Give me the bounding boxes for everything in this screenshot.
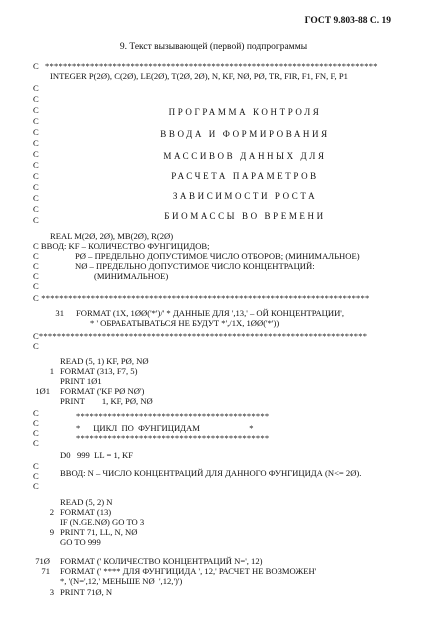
comment-marker: C xyxy=(33,149,39,159)
comment-marker: C xyxy=(33,204,39,214)
box-rule-bottom: ******************************************* xyxy=(76,433,270,443)
read-n-statement: READ (5, 2) N xyxy=(60,497,113,507)
comment-marker: C xyxy=(33,281,39,291)
print-list-statement: PRINT 1, KF, PØ, NØ xyxy=(60,396,153,406)
title-line-3: МАССИВОВ ДАННЫХ ДЛЯ xyxy=(163,151,327,161)
comment-marker: C xyxy=(33,83,39,93)
title-line-2: ВВОДА И ФОРМИРОВАНИЯ xyxy=(160,129,330,139)
print-101-statement: PRINT 1Ø1 xyxy=(60,376,102,386)
comment-marker: C xyxy=(33,182,39,192)
statement-label-71: 71 xyxy=(41,566,50,576)
title-line-6: БИОМАССЫ ВО ВРЕМЕНИ xyxy=(164,211,326,221)
comment-marker: C xyxy=(33,94,39,104)
title-line-5: ЗАВИСИМОСТИ РОСТА xyxy=(172,191,318,201)
statement-label-9: 9 xyxy=(49,527,54,537)
comment-marker: C xyxy=(33,160,39,170)
comment-marker: C xyxy=(33,138,39,148)
comment-marker: C xyxy=(33,341,39,351)
comment-marker: C xyxy=(33,408,39,418)
box-rule-top: ******************************************* xyxy=(76,411,270,421)
read-kf-statement: READ (5, 1) KF, PØ, NØ xyxy=(60,356,149,366)
statement-label-2: 2 xyxy=(49,507,54,517)
comment-marker: C xyxy=(33,271,39,281)
input-comment-kf: C ВВОД: KF – КОЛИЧЕСТВО ФУНГИЦИДОВ; xyxy=(33,241,210,251)
format-71-line-1: FORMAT (' **** ДЛЯ ФУНГИЦИДА ', 12,' РАСЧЕТ НЕ ВОЗМОЖЕН' xyxy=(60,566,317,576)
page-header: ГОСТ 9.803-88 С. 19 xyxy=(304,16,391,26)
input-n-comment: ВВОД: N – ЧИСЛО КОНЦЕНТРАЦИЙ ДЛЯ ДАННОГО ФУНГИЦИДА (N<= 2Ø). xyxy=(60,468,362,478)
format-1-statement: FORMAT (313, F7, 5) xyxy=(60,366,138,376)
statement-label-1: 1 xyxy=(49,366,54,376)
comment-marker: C xyxy=(33,105,39,115)
comment-minimal: (МИНИМАЛЬНОЕ) xyxy=(94,271,169,281)
format-710-statement: FORMAT (' КОЛИЧЕСТВО КОНЦЕНТРАЦИЙ N=', 12) xyxy=(60,556,263,566)
statement-label-710: 71Ø xyxy=(35,556,50,566)
comment-marker: C xyxy=(33,261,39,271)
section-title: 9. Текст вызывающей (первой) подпрограммы xyxy=(119,42,308,52)
comment-marker: C xyxy=(33,471,39,481)
comment-marker: C xyxy=(33,171,39,181)
real-declaration: REAL M(2Ø, 2Ø), MB(2Ø), R(2Ø) xyxy=(50,231,174,241)
comment-marker: C xyxy=(33,127,39,137)
statement-label-101: 1Ø1 xyxy=(35,386,50,396)
star-rule-top: ************************************************************************** xyxy=(45,61,378,71)
statement-label-3: 3 xyxy=(49,587,54,597)
star-rule-mid: C ************************************************************************* xyxy=(33,293,370,303)
format-71-line-2: *, '(N=',12,' МЕНЬШЕ NØ ',12,')') xyxy=(60,576,183,586)
comment-marker: C xyxy=(33,461,39,471)
format-31-line-1: FORMAT (1X, 1ØØ('*')/' * ДАННЫЕ ДЛЯ ',13,' – ОЙ КОНЦЕНТРАЦИИ', xyxy=(76,308,344,318)
comment-marker: C xyxy=(33,438,39,448)
comment-marker: C xyxy=(33,215,39,225)
goto-999-statement: GO TO 999 xyxy=(60,537,101,547)
format-101-statement: FORMAT ('KF PØ NØ') xyxy=(60,386,145,396)
if-statement: IF (N.GE.NØ) GO TO 3 xyxy=(60,517,145,527)
comment-marker: C xyxy=(33,61,39,71)
comment-marker: C xyxy=(33,428,39,438)
do-loop-statement: D0 999 LL = 1, KF xyxy=(60,450,134,460)
title-line-1: ПРОГРАММА КОНТРОЛЯ xyxy=(168,107,322,117)
format-31-line-2: * ' ОБРАБАТЫВАТЬСЯ НЕ БУДУТ *',/1X, 1ØØ('*')) xyxy=(90,318,280,328)
comment-marker: C xyxy=(33,251,39,261)
title-line-4: РАСЧЕТА ПАРАМЕТРОВ xyxy=(171,171,319,181)
comment-n0: NØ – ПРЕДЕЛЬНО ДОПУСТИМОЕ ЧИСЛО КОНЦЕНТРАЦИЙ: xyxy=(75,261,315,271)
comment-p0: PØ – ПРЕДЕЛЬНО ДОПУСТИМОЕ ЧИСЛО ОТБОРОВ; (МИНИМАЛЬНОЕ) xyxy=(75,251,360,261)
star-rule-c: C************************************************************************* xyxy=(33,331,368,341)
print-710-statement: PRINT 71Ø, N xyxy=(60,587,113,597)
comment-marker: C xyxy=(33,193,39,203)
statement-label-31: 31 xyxy=(55,308,64,318)
comment-marker: C xyxy=(33,418,39,428)
print-71-statement: PRINT 71, LL, N, NØ xyxy=(60,527,138,537)
format-2-statement: FORMAT (13) xyxy=(60,507,112,517)
comment-marker: C xyxy=(33,116,39,126)
integer-declaration: INTEGER P(2Ø), C(2Ø), LE(2Ø), T(2Ø, 2Ø), N, KF, NØ, PØ, TR, FIR, F1, FN, F, P1 xyxy=(50,71,348,81)
comment-marker: C xyxy=(33,481,39,491)
box-loop-title: * ЦИКЛ ПО ФУНГИЦИДАМ * xyxy=(76,423,254,433)
